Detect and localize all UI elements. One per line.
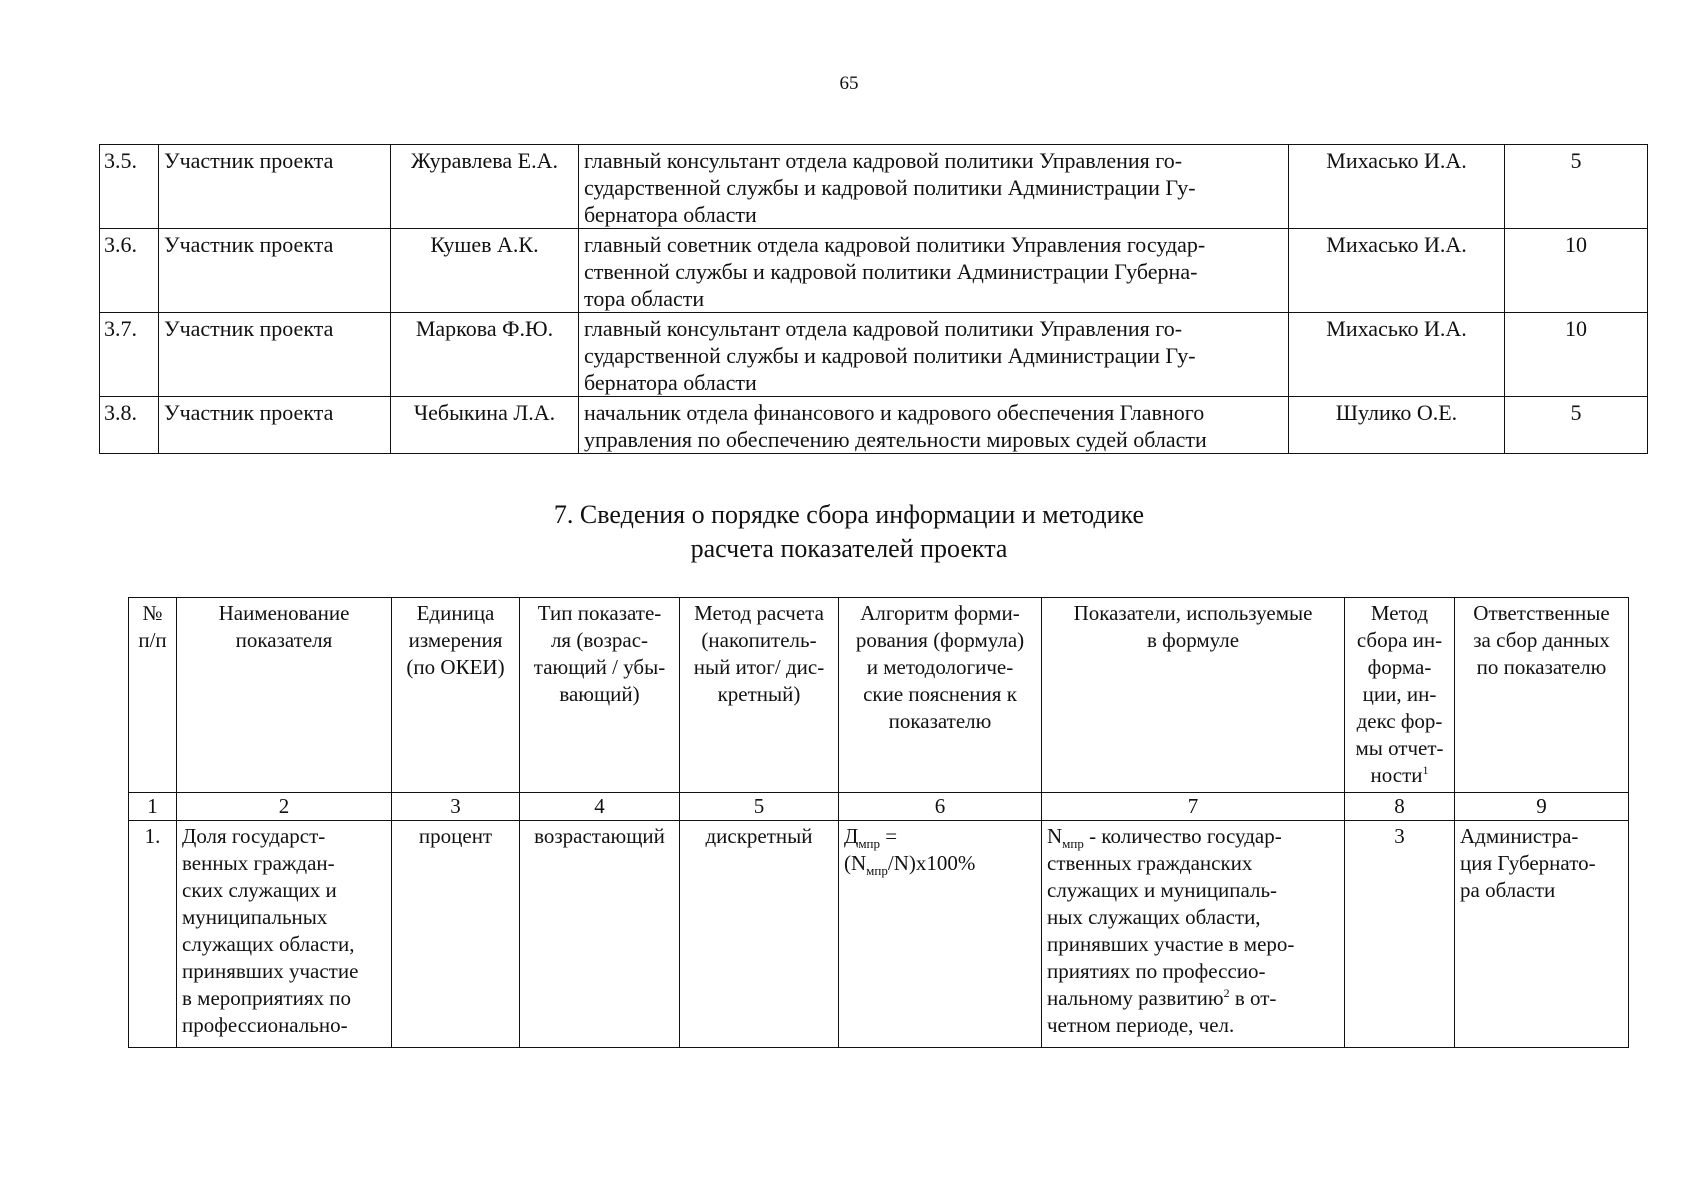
cell-name: Кушев А.К. bbox=[391, 229, 579, 313]
header-line: за сбор данных bbox=[1473, 628, 1610, 652]
cell-role: Участник проекта bbox=[159, 145, 391, 229]
header-line: мы отчет- bbox=[1355, 736, 1444, 760]
position-line: сударственной службы и кадровой политики Администрации Гу- bbox=[584, 343, 1196, 368]
formula-d-sub: мпр bbox=[858, 836, 881, 852]
column-number: 7 bbox=[1042, 793, 1345, 821]
cell-type: возрастающий bbox=[520, 821, 680, 1048]
position-line: главный советник отдела кадровой политики Управления государ- bbox=[584, 232, 1206, 257]
cell-num: 3.8. bbox=[100, 397, 159, 454]
name-line: ских служащих и bbox=[182, 878, 337, 902]
cell-num: 1. bbox=[129, 821, 177, 1048]
formula-n-sub: мпр bbox=[866, 863, 888, 879]
section-title-line2: расчета показателей проекта bbox=[690, 534, 1008, 563]
indicators-line: ных служащих области, bbox=[1047, 905, 1261, 929]
header-line: Алгоритм форми- bbox=[860, 601, 1020, 625]
header-line: Наименование bbox=[218, 601, 350, 625]
header-line: и методологиче- bbox=[866, 655, 1014, 679]
header-line: Ответственные bbox=[1473, 601, 1610, 625]
cell-indicator-name bbox=[177, 821, 392, 1048]
cell-load: 5 bbox=[1505, 397, 1648, 454]
header-line: показателю bbox=[888, 709, 992, 733]
header-line: вающий) bbox=[559, 682, 640, 706]
cell-load: 5 bbox=[1505, 145, 1648, 229]
name-line: муниципальных bbox=[182, 905, 328, 929]
indicators-line: приятиях по профессио- bbox=[1047, 959, 1266, 983]
header-cell-4 bbox=[520, 598, 680, 793]
cell-num: 3.6. bbox=[100, 229, 159, 313]
formula-line1 bbox=[844, 823, 1036, 850]
cell-name: Чебыкина Л.А. bbox=[391, 397, 579, 454]
cell-num: 3.5. bbox=[100, 145, 159, 229]
cell-load: 10 bbox=[1505, 313, 1648, 397]
header-line: (по ОКЕИ) bbox=[406, 655, 505, 679]
header-line: рования (формула) bbox=[855, 628, 1025, 652]
cell-role: Участник проекта bbox=[159, 229, 391, 313]
indicators-text: - количество государ- bbox=[1089, 824, 1282, 848]
column-number: 5 bbox=[680, 793, 839, 821]
position-line: главный консультант отдела кадровой политики Управления го- bbox=[584, 316, 1183, 341]
cell-load: 10 bbox=[1505, 229, 1648, 313]
position-line: бернатора области bbox=[584, 202, 757, 227]
name-line: служащих области, bbox=[182, 932, 355, 956]
cell-supervisor: Михасько И.А. bbox=[1289, 145, 1505, 229]
formula-line2 bbox=[844, 850, 1036, 877]
header-line: Показатели, используемые bbox=[1073, 601, 1313, 625]
section-title-line1: 7. Сведения о порядке сбора информации и методике bbox=[553, 500, 1145, 529]
cell-position bbox=[579, 397, 1289, 454]
cell-formula bbox=[839, 821, 1042, 1048]
cell-supervisor: Михасько И.А. bbox=[1289, 313, 1505, 397]
cell-name: Маркова Ф.Ю. bbox=[391, 313, 579, 397]
header-line: форма- bbox=[1367, 655, 1432, 679]
name-line: Доля государст- bbox=[182, 824, 326, 848]
table-row bbox=[100, 397, 1648, 454]
responsible-line: ция Губернато- bbox=[1460, 851, 1596, 875]
position-line: бернатора области bbox=[584, 370, 757, 395]
formula-rest: /N)x100% bbox=[887, 851, 976, 875]
table-row bbox=[100, 313, 1648, 397]
header-line: (накопитель- bbox=[701, 628, 817, 652]
header-line: п/п bbox=[138, 628, 167, 652]
column-number: 6 bbox=[839, 793, 1042, 821]
table-row bbox=[100, 229, 1648, 313]
indicators-line: принявших участие в меро- bbox=[1047, 932, 1295, 956]
indicators-text: в от- bbox=[1229, 986, 1277, 1010]
indicators-line: ственных гражданских bbox=[1047, 851, 1253, 875]
position-line: ственной службы и кадровой политики Администрации Губерна- bbox=[584, 259, 1198, 284]
column-number: 8 bbox=[1345, 793, 1455, 821]
column-number: 1 bbox=[129, 793, 177, 821]
indicators-table bbox=[128, 597, 1629, 1048]
header-row bbox=[129, 598, 1629, 793]
table-row bbox=[100, 145, 1648, 229]
name-line: профессионально- bbox=[182, 1013, 348, 1037]
position-line: сударственной службы и кадровой политики Администрации Гу- bbox=[584, 175, 1196, 200]
cell-collection-method: 3 bbox=[1345, 821, 1455, 1048]
header-line: № bbox=[142, 601, 163, 625]
table-row bbox=[129, 821, 1629, 1048]
column-number: 3 bbox=[392, 793, 520, 821]
name-line: принявших участие bbox=[182, 959, 359, 983]
header-line: сбора ин- bbox=[1356, 628, 1443, 652]
cell-method: дискретный bbox=[680, 821, 839, 1048]
indicators-text: нальному развитию bbox=[1047, 986, 1224, 1010]
header-cell-6 bbox=[839, 598, 1042, 793]
indicators-line: четном периоде, чел. bbox=[1047, 1013, 1235, 1037]
indicator-n-sub: мпр bbox=[1062, 836, 1084, 852]
column-number: 4 bbox=[520, 793, 680, 821]
cell-position bbox=[579, 229, 1289, 313]
responsible-line: ра области bbox=[1460, 878, 1556, 902]
header-line: Метод bbox=[1370, 601, 1429, 625]
section-title bbox=[0, 498, 1698, 566]
indicators-line1 bbox=[1047, 823, 1339, 850]
cell-unit: процент bbox=[392, 821, 520, 1048]
header-line: Единица bbox=[416, 601, 495, 625]
indicator-n: N bbox=[1047, 824, 1063, 848]
cell-formula-indicators bbox=[1042, 821, 1345, 1048]
header-cell-7 bbox=[1042, 598, 1345, 793]
position-line: начальник отдела финансового и кадрового обеспечения Главного bbox=[584, 400, 1205, 425]
formula-eq: = bbox=[880, 824, 898, 848]
header-line: измерения bbox=[408, 628, 503, 652]
name-line: в мероприятиях по bbox=[182, 986, 351, 1010]
responsible-line: Администра- bbox=[1460, 824, 1579, 848]
position-line: главный консультант отдела кадровой политики Управления го- bbox=[584, 148, 1183, 173]
header-cell-1 bbox=[129, 598, 177, 793]
indicators-line: служащих и муниципаль- bbox=[1047, 878, 1278, 902]
position-line: тора области bbox=[584, 286, 705, 311]
formula-d: Д bbox=[844, 824, 859, 848]
header-line: кретный) bbox=[717, 682, 801, 706]
header-line: ный итог/ дис- bbox=[693, 655, 825, 679]
header-line: в формуле bbox=[1146, 628, 1240, 652]
header-line: декс фор- bbox=[1356, 709, 1443, 733]
name-line: венных граждан- bbox=[182, 851, 335, 875]
header-line: тающий / убы- bbox=[533, 655, 666, 679]
header-cell-2 bbox=[177, 598, 392, 793]
position-line: управления по обеспечению деятельности мировых судей области bbox=[584, 427, 1207, 452]
column-number-row bbox=[129, 793, 1629, 821]
header-line: показателя bbox=[235, 628, 333, 652]
cell-name: Журавлева Е.А. bbox=[391, 145, 579, 229]
header-line: по показателю bbox=[1476, 655, 1607, 679]
header-line: ля (возрас- bbox=[550, 628, 649, 652]
header-line: ские пояснения к bbox=[863, 682, 1017, 706]
header-line: Метод расчета bbox=[694, 601, 824, 625]
footnote-marker: 2 bbox=[1223, 986, 1230, 1000]
header-cell-9 bbox=[1455, 598, 1629, 793]
column-number: 2 bbox=[177, 793, 392, 821]
cell-role: Участник проекта bbox=[159, 397, 391, 454]
header-line: Тип показате- bbox=[537, 601, 662, 625]
cell-supervisor: Михасько И.А. bbox=[1289, 229, 1505, 313]
header-text: ности bbox=[1370, 763, 1423, 787]
cell-supervisor: Шулико О.Е. bbox=[1289, 397, 1505, 454]
cell-responsible bbox=[1455, 821, 1629, 1048]
header-line bbox=[1347, 762, 1452, 789]
footnote-marker: 1 bbox=[1422, 763, 1429, 777]
header-cell-3 bbox=[392, 598, 520, 793]
header-line: ции, ин- bbox=[1362, 682, 1437, 706]
header-cell-8 bbox=[1345, 598, 1455, 793]
cell-position bbox=[579, 145, 1289, 229]
cell-role: Участник проекта bbox=[159, 313, 391, 397]
cell-num: 3.7. bbox=[100, 313, 159, 397]
indicators-line bbox=[1047, 985, 1339, 1012]
header-cell-5 bbox=[680, 598, 839, 793]
formula-open: (N bbox=[844, 851, 867, 875]
page-number: 65 bbox=[839, 73, 859, 94]
cell-position bbox=[579, 313, 1289, 397]
column-number: 9 bbox=[1455, 793, 1629, 821]
participants-table bbox=[99, 144, 1648, 454]
